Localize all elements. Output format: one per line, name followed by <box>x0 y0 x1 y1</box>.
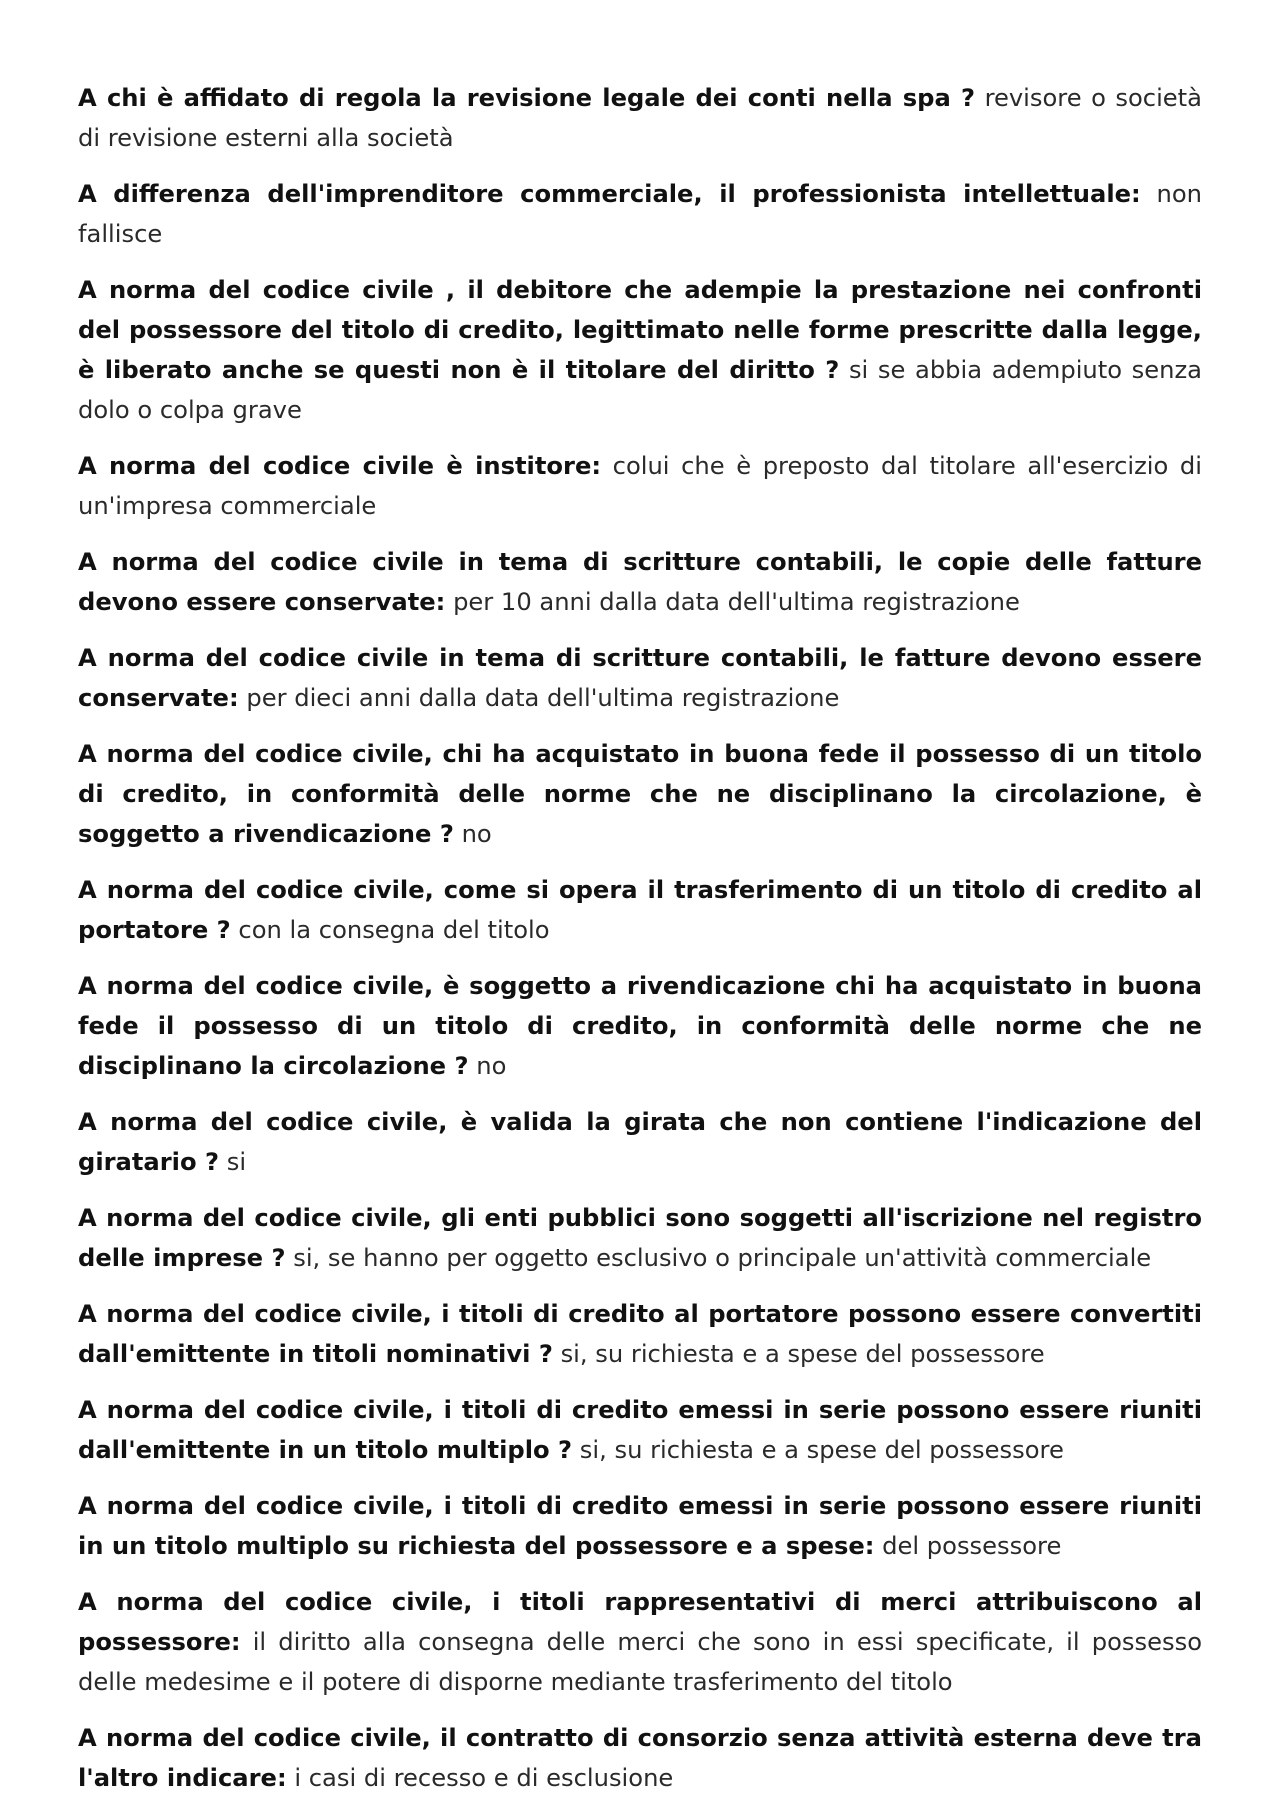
qa-item <box>78 1390 1202 1470</box>
question: A norma del codice civile, gli enti pubblici sono soggetti all'iscrizione nel registro delle imprese ? <box>78 1204 1202 1272</box>
question: A chi è affidato di regola la revisione legale dei conti nella spa ? <box>78 84 976 112</box>
qa-item <box>78 446 1202 526</box>
qa-item <box>78 1294 1202 1374</box>
question: A norma del codice civile, come si opera il trasferimento di un titolo di credito al portatore ? <box>78 876 1202 944</box>
question: A norma del codice civile, i titoli di credito emessi in serie possono essere riuniti dall'emittente in un titolo multiplo ? <box>78 1396 1202 1464</box>
answer: si, su richiesta e a spese del possessore <box>560 1340 1045 1368</box>
qa-item <box>78 1102 1202 1182</box>
question: A norma del codice civile , il debitore che adempie la prestazione nei confronti del possessore del titolo di credito, legittimato nelle forme prescritte dalla legge, è liberato anche se questi non è il titolare del diritto ? <box>78 276 1202 384</box>
question: A norma del codice civile, i titoli di credito al portatore possono essere convertiti dall'emittente in titoli nominativi ? <box>78 1300 1202 1368</box>
answer: del possessore <box>882 1532 1062 1560</box>
qa-item <box>78 270 1202 430</box>
question: A differenza dell'imprenditore commerciale, il professionista intellettuale: <box>78 180 1141 208</box>
question: A norma del codice civile, è valida la girata che non contiene l'indicazione del giratario ? <box>78 1108 1202 1176</box>
qa-item <box>78 734 1202 854</box>
answer: si, su richiesta e a spese del possessore <box>579 1436 1064 1464</box>
answer: si, se hanno per oggetto esclusivo o principale un'attività commerciale <box>293 1244 1152 1272</box>
question: A norma del codice civile, è soggetto a rivendicazione chi ha acquistato in buona fede il possesso di un titolo di credito, in conformità delle norme che ne disciplinano la circolazione ? <box>78 972 1202 1080</box>
answer: con la consegna del titolo <box>238 916 550 944</box>
qa-item <box>78 1486 1202 1566</box>
answer: colui che è preposto dal titolare all'esercizio di un'impresa commerciale <box>78 452 1202 520</box>
question: A norma del codice civile, il contratto di consorzio senza attività esterna deve tra l'altro indicare: <box>78 1724 1202 1792</box>
answer: per 10 anni dalla data dell'ultima registrazione <box>453 588 1020 616</box>
answer: no <box>461 820 492 848</box>
answer: no <box>476 1052 507 1080</box>
qa-item <box>78 1718 1202 1798</box>
document-page <box>78 78 1202 1814</box>
qa-item <box>78 966 1202 1086</box>
answer: per dieci anni dalla data dell'ultima registrazione <box>246 684 840 712</box>
qa-item <box>78 174 1202 254</box>
question: A norma del codice civile, chi ha acquistato in buona fede il possesso di un titolo di credito, in conformità delle norme che ne disciplinano la circolazione, è soggetto a rivendicazione ? <box>78 740 1202 848</box>
qa-item <box>78 870 1202 950</box>
question: A norma del codice civile in tema di scritture contabili, le fatture devono essere conservate: <box>78 644 1202 712</box>
qa-item <box>78 1198 1202 1278</box>
answer: i casi di recesso e di esclusione <box>294 1764 674 1792</box>
answer: il diritto alla consegna delle merci che sono in essi specificate, il possesso delle medesime e il potere di disporne mediante trasferimento del titolo <box>78 1628 1202 1696</box>
question: A norma del codice civile in tema di scritture contabili, le copie delle fatture devono essere conservate: <box>78 548 1202 616</box>
qa-item <box>78 542 1202 622</box>
answer: non fallisce <box>78 180 1202 248</box>
question: A norma del codice civile, i titoli di credito emessi in serie possono essere riuniti in un titolo multiplo su richiesta del possessore e a spese: <box>78 1492 1202 1560</box>
qa-item <box>78 638 1202 718</box>
answer: revisore o società di revisione esterni alla società <box>78 84 1202 152</box>
qa-item <box>78 1582 1202 1702</box>
question: A norma del codice civile è institore: <box>78 452 602 480</box>
answer: si se abbia adempiuto senza dolo o colpa grave <box>78 356 1202 424</box>
answer: si <box>226 1148 247 1176</box>
qa-item <box>78 78 1202 158</box>
question: A norma del codice civile, i titoli rappresentativi di merci attribuiscono al possessore: <box>78 1588 1202 1656</box>
